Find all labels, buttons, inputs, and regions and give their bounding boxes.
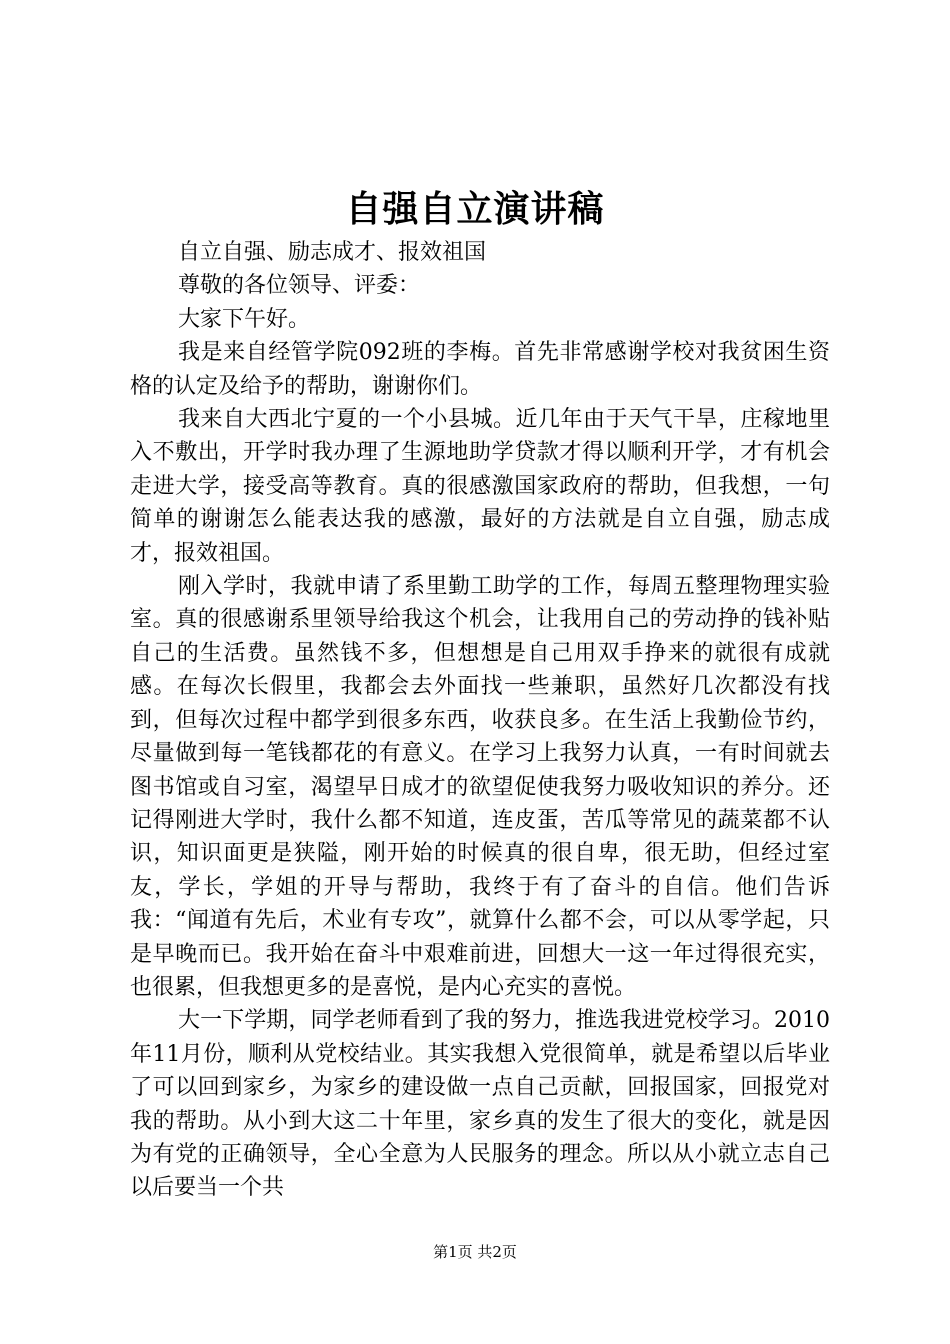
document-title: 自强自立演讲稿 [345, 189, 605, 230]
paragraph-greeting: 大家下午好。 [178, 306, 311, 332]
paragraph-study-life: 刚入学时，我就申请了系里勤工助学的工作，每周五整理物理实验室。真的很感谢系里领导给我这个机会，让我用自己的劳动挣的钱补贴自己的生活费。虽然钱不多，但想想是自己用双手挣来的就很有成就感。在每次长假里，我都会去外面找一些兼职，虽然好几次都没有找到，但每次过程中都学到很多东西，收获良多。在生活上我勤俭节约，尽量做到每一笔钱都花的有意义。在学习上我努力认真，一有时间就去图书馆或自习室，渴望早日成才的欲望促使我努力吸收知识的养分。还记得刚进大学时，我什么都不知道，连皮蛋，苦瓜等常见的蔬菜都不认识，知识面更是狭隘，刚开始的时候真的很自卑，很无助，但经过室友，学长，学姐的开导与帮助，我终于有了奋斗的自信。他们告诉我：“闻道有先后，术业有专攻”，就算什么都不会，可以从零学起，只是早晚而已。我开始在奋斗中艰难前进，回想大一这一年过得很充实，也很累，但我想更多的是喜悦，是内心充实的喜悦。 [130, 574, 830, 1000]
paragraph-background: 我来自大西北宁夏的一个小县城。近几年由于天气干旱，庄稼地里入不敷出，开学时我办理了生源地助学贷款才得以顺利开学，才有机会走进大学，接受高等教育。真的很感激国家政府的帮助，但我想，一句简单的谢谢怎么能表达我的感激，最好的方法就是自立自强，励志成才，报效祖国。 [130, 407, 830, 566]
paragraph-introduction: 我是来自经管学院092班的李梅。首先非常感谢学校对我贫困生资格的认定及给予的帮助，谢谢你们。 [130, 340, 830, 399]
paragraph-salutation: 尊敬的各位领导、评委： [178, 273, 421, 299]
paragraph-subtitle: 自立自强、励志成才、报效祖国 [178, 240, 487, 265]
page-number-footer: 第1页 共2页 [433, 1243, 517, 1261]
document-body [130, 236, 830, 1205]
paragraph-party-school: 大一下学期，同学老师看到了我的努力，推选我进党校学习。2010年11月份，顺利从党校结业。其实我想入党很简单，就是希望以后毕业了可以回到家乡，为家乡的建设做一点自己贡献，回报国家，回报党对我的帮助。从小到大这二十年里，家乡真的发生了很大的变化，就是因为有党的正确领导，全心全意为人民服务的理念。所以从小就立志自己以后要当一个共 [130, 1008, 830, 1201]
